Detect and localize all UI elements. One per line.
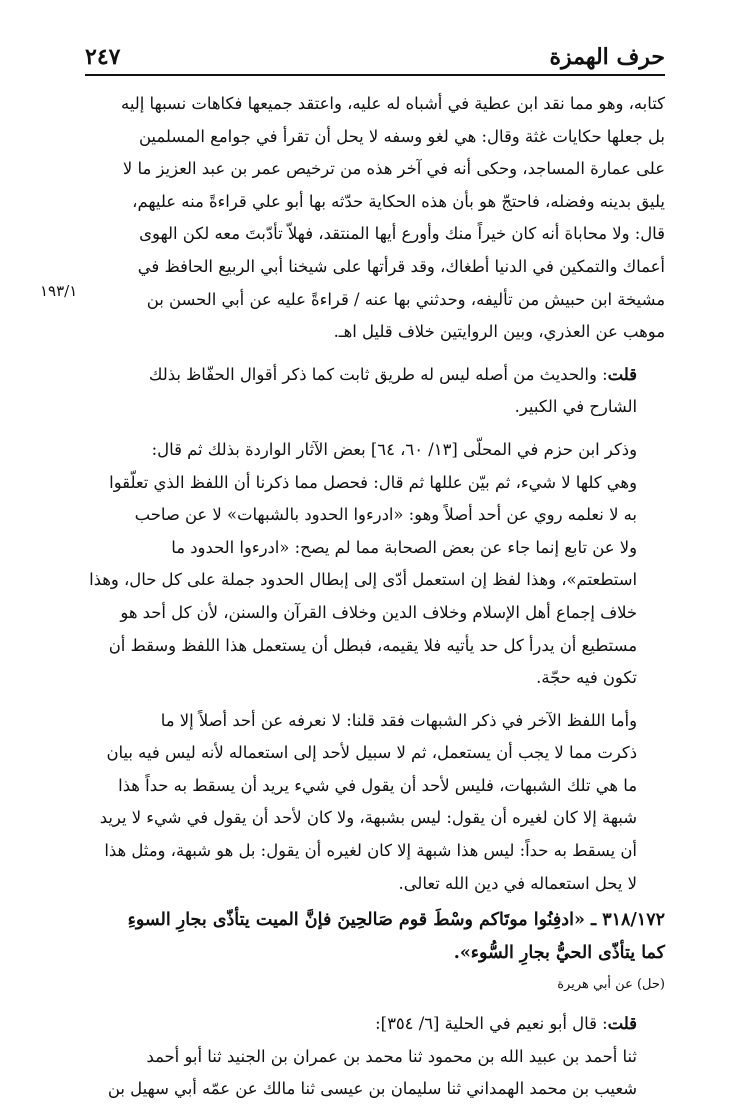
text-line: استطعتم»، وهذا لفظ إن استعمل أدّى إلى إبطال الحدود جملة على كل حال، وهذا: [89, 570, 637, 590]
text-line: وهي كلها لا شيء، ثم بيّن عللها ثم قال: فحصل مما ذكرنا أن اللفظ الذي تعلّقوا: [109, 472, 637, 492]
text-line: به لا نعلمه روي عن أحد أصلاً وهو: «ادرءوا الحدود بالشبهات» لا عن صاحب: [134, 505, 637, 525]
hadith-line: كما يتأذّى الحيُّ بجارِ السُّوء».: [453, 942, 665, 963]
text-fragment: : والحديث من أصله ليس له طريق ثابت كما ذكر أقوال الحفّاظ بذلك: [148, 364, 608, 384]
page-body: [85, 88, 665, 1106]
paragraph-1: [85, 88, 665, 349]
text-line: ولا عن تابع إنما جاء عن بعض الصحابة مما لم يصح: «ادرءوا الحدود ما: [171, 537, 637, 557]
text-line: ثنا أحمد بن عبيد الله بن محمود ثنا محمد بن عمران بن الجنيد ثنا أبو أحمد: [146, 1046, 637, 1066]
paragraph-4: [85, 705, 665, 901]
margin-reference: ١٩٣/١: [40, 282, 78, 300]
paragraph-3: [85, 434, 665, 695]
text-line: لا يحل استعماله في دين الله تعالى.: [398, 873, 637, 893]
text-line: خلاف إجماع أهل الإسلام وخلاف الدين وخلاف القرآن والسنن، لأن كل أحد هو: [120, 602, 637, 622]
text-line: مستطيع أن يدرأ كل حد يأتيه فلا يقيمه، فبطل أن يستعمل هذا اللفظ وسقط أن: [108, 635, 637, 655]
qult-label: قلت: [607, 1014, 637, 1034]
paragraph-final: [85, 1008, 665, 1106]
text-fragment: : قال أبو نعيم في الحلية [٦/ ٣٥٤]:: [375, 1014, 608, 1034]
text-line: أن يسقط به حداً: ليس هذا شبهة إلا كان لغيره أن يقول: بل هو شبهة، ومثل هذا: [104, 841, 637, 861]
text-line: كتابه، وهو مما نقد ابن عطية في أشباه له عليه، واعتقد جميعها فكاهات نسبها إليه: [121, 94, 665, 113]
text-line: يليق بدينه وفضله، فاحتجّ هو بأن هذه الحكاية حدّثه بها أبو علي قراءةً منه عليهم،: [132, 191, 665, 211]
text-line: وأما اللفظ الآخر في ذكر الشبهات فقد قلنا: لا نعرفه عن أحد أصلاً إلا ما: [160, 710, 637, 730]
text-line: تكون فيه حجّة.: [536, 668, 637, 688]
text-line: موهب عن العذري، وبين الروايتين خلاف قليل اهـ.: [333, 322, 665, 342]
text-line: شعيب بن محمد الهمداني ثنا سليمان بن عيسى ثنا مالك عن عمّه أبي سهيل بن: [107, 1079, 637, 1099]
text-line: وذكر ابن حزم في المحلّى [١٣/ ٦٠، ٦٤] بعض الآثار الواردة بذلك ثم قال:: [151, 439, 637, 459]
qult-label: قلت: [607, 364, 637, 384]
hadith-line: ٣١٨/١٧٢ ـ «ادفِنُوا موتَاكم وسْطَ قوم صَالحِينَ فإنَّ الميت يتأذّى بجارِ السوءِ: [127, 910, 665, 931]
chapter-title: حرف الهمزة: [549, 44, 665, 70]
page-number: ٢٤٧: [85, 44, 121, 70]
text-line: قال: ولا محاباة أنه كان خيراً منك وأورع أيها المنتقد، فهلاّ تأدّبتَ معه لكن الهوى: [139, 224, 665, 244]
text-line: [85, 359, 665, 392]
text-line: شبهة إلا كان لغيره أن يقول: ليس بشبهة، ولا كان لأحد أن يقول في شيء لا يريد: [99, 808, 637, 828]
hadith-source: (حل) عن أبي هريرة: [557, 977, 665, 993]
text-line: بل جعلها حكايات غثة وقال: هي لغو وسفه لا يحل أن تقرأ في جوامع المسلمين: [138, 126, 665, 146]
text-line: مشيخة ابن حبيش من تأليفه، وحدثني بها عنه / قراءةً عليه عن أبي الحسن بن: [146, 289, 665, 309]
text-line: ذكرت مما لا يجب أن يستعمل، ثم لا سبيل لأحد إلى استعماله لأنه ليس فيه بيان: [106, 743, 637, 763]
text-line: [85, 1008, 665, 1041]
page-header: [85, 42, 665, 76]
paragraph-2: [85, 359, 665, 424]
text-line: على عمارة المساجد، وحكى أنه في آخر هذه من ترخيص عمر بن عبد العزيز ما لا: [122, 159, 665, 179]
hadith-entry: [85, 904, 665, 969]
text-line: ما هي تلك الشبهات، فليس لأحد أن يقول في شيء يريد أن يسقط به حداً هذا: [118, 775, 637, 795]
text-line: الشارح في الكبير.: [514, 397, 637, 417]
text-line: أعماك والتمكين في الدنيا أطغاك، وقد قرأتها على شيخنا أبي الربيع الحافظ في: [137, 256, 665, 276]
